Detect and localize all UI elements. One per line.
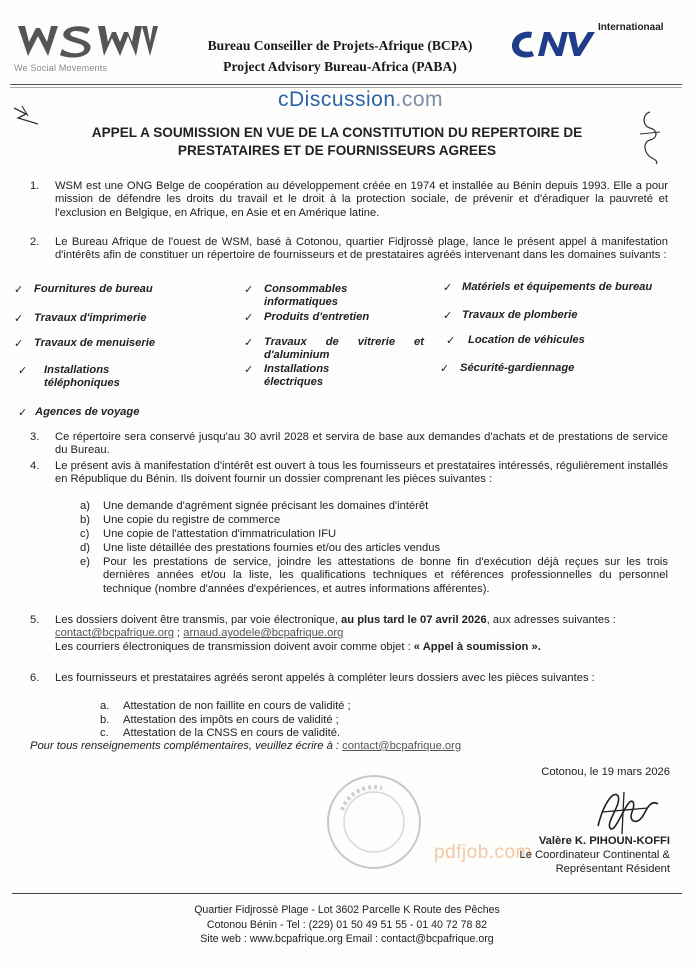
piece-letter: b) — [80, 514, 90, 526]
check-icon: ✓ — [14, 284, 24, 296]
item-5-intro: Les dossiers doivent être transmis, par voie électronique, — [55, 614, 342, 626]
check-icon: ✓ — [446, 335, 456, 347]
cnv-logo-mark — [508, 22, 598, 66]
domain-item: Travaux de plomberie — [462, 309, 578, 321]
info-email-link[interactable]: contact@bcpafrique.org — [342, 740, 462, 752]
piece-text: Une copie de l'attestation d'immatriculation IFU — [103, 528, 337, 540]
piece-text: Une copie du registre de commerce — [103, 514, 281, 526]
item-5-text — [55, 614, 668, 641]
place-and-date: Cotonou, le 19 mars 2026 — [541, 766, 670, 778]
check-icon: ✓ — [14, 338, 24, 350]
item-number-3: 3. — [30, 431, 40, 443]
watermark-tld: .com — [395, 88, 444, 111]
piece-text: Une liste détaillée des prestations fournies et/ou des articles vendus — [103, 542, 441, 554]
item-4-text: Le présent avis à manifestation d'intérêt est ouvert à tous les fournisseurs et prestataires intéressés, régulièrement installés en République du Bénin. Ils doivent fournir un dossier comprenant les pièces suivantes : — [55, 460, 668, 486]
domain-item: Consommables informatiques — [264, 283, 348, 309]
subject-instruction: Les courriers électroniques de transmission doivent avoir comme objet : — [55, 641, 414, 653]
piece-letter: c) — [80, 528, 90, 540]
piece-letter: d) — [80, 542, 90, 554]
signature-icon — [588, 782, 668, 842]
footer-website: Site web : www.bcpafrique.org — [200, 933, 346, 946]
cnv-internationaal-label: Internationaal — [598, 22, 664, 33]
watermark-discussion: Discussion — [289, 88, 396, 111]
footer-web — [60, 932, 634, 947]
header-divider — [10, 84, 682, 85]
watermark-c: c — [278, 88, 289, 111]
piece-text: Pour les prestations de service, joindre les attestations de bonne fin d'exécution déjà reçues sur les trois dernières années et/ou la liste, les qualifications techniques et références professionnelles du personnel technique (nombre d'années d'expériences, et autres informations afférentes). — [103, 556, 668, 595]
wsm-tagline: We Social Movements — [14, 63, 108, 73]
piece-text: Une demande d'agrément signée précisant les domaines d'intérêt — [103, 500, 429, 512]
footer-address: Quartier Fidjrossè Plage - Lot 3602 Parcelle K Route des Pêches — [194, 904, 500, 916]
domain-item: Installations électriques — [264, 363, 330, 389]
organization-name — [180, 35, 500, 77]
check-icon: ✓ — [443, 282, 453, 294]
footer-phone: Cotonou Bénin - Tel : (229) 01 50 49 51 55 - 01 40 72 78 82 — [206, 918, 488, 931]
item-6-text: Les fournisseurs et prestataires agréés seront appelés à compléter leurs dossiers avec les pièces suivantes : — [55, 672, 595, 684]
item-number-6: 6. — [30, 672, 40, 684]
subject-value: « Appel à soumission ». — [413, 641, 541, 653]
item-3-text: Ce répertoire sera conservé jusqu'au 30 avril 2028 et servira de base aux demandes d'achats et de prestations de service du Bureau. — [55, 431, 668, 457]
signatory-role-1: Le Coordinateur Continental & — [519, 849, 670, 861]
deadline: au plus tard le 07 avril 2026 — [341, 614, 487, 626]
wsm-logo-mark — [14, 22, 162, 62]
footer-email: Email : contact@bcpafrique.org — [345, 933, 494, 946]
item-5-addresses-label: , aux adresses suivantes : — [486, 614, 616, 626]
check-icon: ✓ — [18, 407, 28, 419]
item-number-1: 1. — [30, 180, 40, 192]
official-stamp-icon — [322, 770, 426, 874]
check-icon: ✓ — [18, 365, 28, 377]
title-line-1: APPEL A SOUMISSION EN VUE DE LA CONSTITUTION DU REPERTOIRE DE — [91, 125, 583, 140]
info-text: Pour tous renseignements complémentaires, veuillez écrire à : — [30, 740, 343, 752]
domain-item: Installations téléphoniques — [44, 364, 120, 390]
domain-item: Sécurité-gardiennage — [460, 362, 575, 374]
email-separator: ; — [173, 627, 184, 640]
check-icon: ✓ — [244, 364, 254, 376]
check-icon: ✓ — [440, 363, 450, 375]
cdiscussion-watermark — [278, 88, 443, 112]
signatory-role-2: Représentant Résident — [555, 863, 670, 875]
check-icon: ✓ — [443, 310, 453, 322]
signatory-name: Valère K. PIHOUN-KOFFI — [538, 835, 670, 847]
domain-item: Matériels et équipements de bureau — [462, 281, 653, 293]
attestation-letter: c. — [100, 727, 109, 739]
check-icon: ✓ — [244, 312, 254, 324]
item-5-subject-text — [55, 641, 668, 654]
attestation-letter: b. — [100, 714, 110, 726]
attestation-text: Attestation de la CNSS en cours de validité. — [123, 727, 341, 739]
check-icon: ✓ — [244, 284, 254, 296]
org-line-english: Project Advisory Bureau-Africa (PABA) — [223, 59, 457, 74]
piece-letter: e) — [80, 556, 90, 568]
page-title — [30, 124, 644, 160]
item-number-4: 4. — [30, 460, 40, 472]
handwritten-mark-icon — [12, 104, 42, 126]
domain-item: Travaux de vitrerie et d'aluminium — [264, 336, 424, 362]
check-icon: ✓ — [244, 337, 254, 349]
item-number-2: 2. — [30, 236, 40, 248]
domain-item: Produits d'entretien — [264, 311, 370, 323]
org-line-french: Bureau Conseiller de Projets-Afrique (BCPA) — [207, 38, 473, 53]
item-1-text: WSM est une ONG Belge de coopération au développement créée en 1974 et installée au Bénin depuis 1993. Elle a pour mission de défendre les droits du travail et le droit à la protection sociale, de prévenir et d'éradiquer la pauvreté et l'exclusion en Belgique, en Afrique, en Asie et en Amérique latine. — [55, 180, 668, 219]
domain-item: Fournitures de bureau — [34, 283, 153, 295]
item-2-text: Le Bureau Afrique de l'ouest de WSM, basé à Cotonou, quartier Fidjrossè plage, lance le présent appel à manifestation d'intérêts afin de constituer un répertoire de fournisseurs et de prestataires agréés intervenant dans les domaines suivants : — [55, 236, 668, 262]
domain-item: Travaux d'imprimerie — [34, 312, 147, 324]
info-line — [30, 740, 670, 753]
piece-letter: a) — [80, 500, 90, 512]
arnaud-email-link[interactable]: arnaud.ayodele@bcpafrique.org — [183, 627, 344, 640]
title-line-2: PRESTATAIRES ET DE FOURNISSEURS AGREES — [177, 143, 497, 158]
attestation-text: Attestation des impôts en cours de validité ; — [123, 714, 339, 726]
wsm-logo — [14, 22, 164, 73]
footer-divider — [12, 893, 682, 894]
check-icon: ✓ — [14, 313, 24, 325]
attestation-text: Attestation de non faillite en cours de validité ; — [123, 700, 351, 712]
cnv-logo — [508, 22, 598, 71]
attestation-letter: a. — [100, 700, 110, 712]
domain-item: Agences de voyage — [35, 406, 140, 418]
domain-item: Travaux de menuiserie — [34, 337, 156, 349]
item-number-5: 5. — [30, 614, 40, 626]
domain-item: Location de véhicules — [468, 334, 585, 346]
contact-email-link[interactable]: contact@bcpafrique.org — [55, 627, 174, 640]
footer — [60, 903, 634, 947]
pdfjob-watermark: pdfjob.com — [434, 842, 532, 863]
